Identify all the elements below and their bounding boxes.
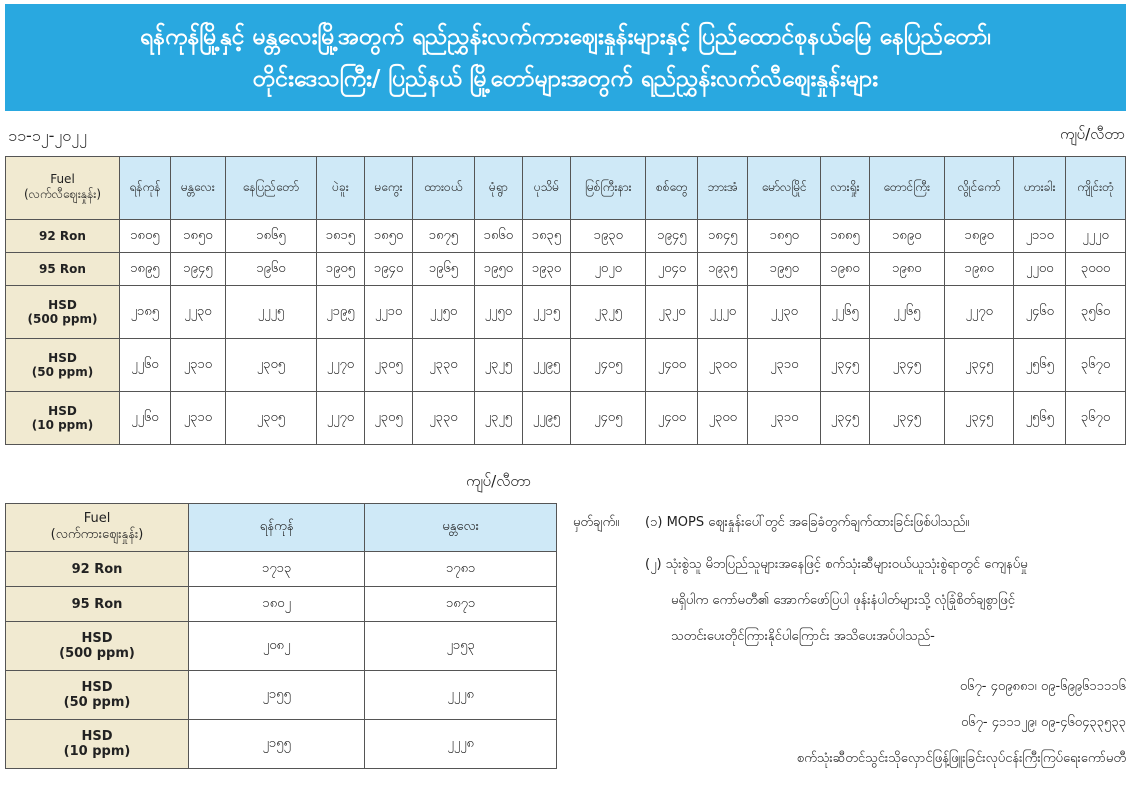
price-cell: ၂၃၄၅ xyxy=(821,339,869,392)
note-item-2-line-3: သတင်းပေးတိုင်ကြားနိုင်ပါကြောင်း အသိပေးအပ်ပါသည်- xyxy=(671,629,935,644)
table-row xyxy=(6,671,557,720)
price-cell: ၂၀၈၂ xyxy=(189,622,365,671)
price-cell: ၂၁၁၀ xyxy=(1014,220,1066,253)
note-item-2-line-2: မရှိပါက ကော်မတီ၏ အောက်ဖော်ပြပါ ဖုန်းနံပါတ်များသို့ လုံခြုံစိတ်ချစွာဖြင့် xyxy=(671,593,1015,608)
price-cell: ၂၂၁၅ xyxy=(522,286,570,339)
city-header-cell: မုံရွာ xyxy=(474,157,522,220)
price-cell: ၁၈၉၅ xyxy=(120,253,171,286)
price-cell: ၂၂၆၅ xyxy=(821,286,869,339)
price-cell: ၂၂၂၈ xyxy=(365,671,557,720)
price-cell: ၂၂၁၀ xyxy=(364,286,412,339)
table-row xyxy=(6,286,1126,339)
price-cell: ၂၁၅၅ xyxy=(189,671,365,720)
price-cell: ၁၉၆၀ xyxy=(226,253,317,286)
price-cell: ၃၅၆၀ xyxy=(1066,286,1126,339)
price-cell: ၁၈၀၅ xyxy=(120,220,171,253)
price-cell: ၁၉၃၀ xyxy=(571,220,646,253)
price-cell: ၂၃၃၀ xyxy=(413,392,475,445)
notes-label: မှတ်ချက်။ xyxy=(573,515,620,530)
price-cell: ၂၂၃၀ xyxy=(170,286,225,339)
price-cell: ၁၉၃၀ xyxy=(522,253,570,286)
price-cell: ၁၈၉၀ xyxy=(945,220,1014,253)
price-cell: ၁၉၅၀ xyxy=(748,253,821,286)
city-header-cell: ထားဝယ် xyxy=(413,157,475,220)
price-cell: ၂၀၄၀ xyxy=(646,253,698,286)
fuel-type-cell: 92 Ron xyxy=(6,552,189,587)
price-cell: ၂၃၂၅ xyxy=(474,392,522,445)
city-header-cell: ပဲခူး xyxy=(316,157,364,220)
city-header-cell: နေပြည်တော် xyxy=(226,157,317,220)
price-cell: ၂၄၀၅ xyxy=(571,339,646,392)
price-cell: ၂၃၄၅ xyxy=(869,392,944,445)
price-cell: ၂၂၅၀ xyxy=(474,286,522,339)
price-cell: ၂၂၉၅ xyxy=(522,392,570,445)
retail-price-table xyxy=(5,156,1126,445)
retail-header-row xyxy=(6,157,1126,220)
price-cell: ၃၆၇၀ xyxy=(1066,339,1126,392)
table-row xyxy=(6,392,1126,445)
city-header-cell: ပုသိမ် xyxy=(522,157,570,220)
fuel-type-cell: HSD (500 ppm) xyxy=(6,622,189,671)
price-cell: ၁၇၈၁ xyxy=(365,552,557,587)
price-cell: ၂၅၆၅ xyxy=(1014,339,1066,392)
price-cell: ၂၄၀၀ xyxy=(646,339,698,392)
price-cell: ၂၂၆၀ xyxy=(120,339,171,392)
date-label: ၁၁-၁၂-၂၀၂၂ xyxy=(8,126,87,145)
price-cell: ၂၂၂၅ xyxy=(226,286,317,339)
price-cell: ၂၃၀၅ xyxy=(226,339,317,392)
price-cell: ၂၂၂၈ xyxy=(365,720,557,769)
price-cell: ၃၆၇၀ xyxy=(1066,392,1126,445)
price-cell: ၁၉၈၀ xyxy=(869,253,944,286)
price-cell: ၁၈၆၅ xyxy=(226,220,317,253)
wholesale-price-table xyxy=(5,503,557,769)
price-cell: ၂၁၉၅ xyxy=(316,286,364,339)
price-cell: ၂၃၂၅ xyxy=(571,286,646,339)
city-header-cell: မန္တလေး xyxy=(170,157,225,220)
price-cell: ၁၈၃၅ xyxy=(522,220,570,253)
city-header-cell: မော်လမြိုင် xyxy=(748,157,821,220)
price-cell: ၂၃၄၅ xyxy=(945,339,1014,392)
price-cell: ၂၃၀၅ xyxy=(364,339,412,392)
city-header-cell: ကျိုင်းတုံ xyxy=(1066,157,1126,220)
price-cell: ၂၃၂၀ xyxy=(646,286,698,339)
price-cell: ၁၈၉၀ xyxy=(869,220,944,253)
price-cell: ၂၂၉၅ xyxy=(522,339,570,392)
note-item-1: (၁) MOPS ဈေးနှုန်းပေါ်တွင် အခြေခံတွက်ချက်ထားခြင်းဖြစ်ပါသည်။ xyxy=(645,515,970,530)
price-cell: ၁၈၅၀ xyxy=(170,220,225,253)
fuel-type-cell: 95 Ron xyxy=(6,587,189,622)
table-row xyxy=(6,220,1126,253)
phone-line-2: ၀၆၇- ၄၁၁၁၂၉၊ ၀၉-၄၆၀၄၃၃၅၃၃ xyxy=(960,715,1126,730)
price-cell: ၂၃၁၀ xyxy=(748,392,821,445)
title-banner xyxy=(5,4,1126,111)
price-cell: ၂၂၇၀ xyxy=(316,392,364,445)
price-cell: ၂၃၄၅ xyxy=(869,339,944,392)
price-cell: ၂၄၀၅ xyxy=(571,392,646,445)
table-row xyxy=(6,552,557,587)
table-row xyxy=(6,339,1126,392)
price-cell: ၁၈၅၀ xyxy=(748,220,821,253)
price-cell: ၁၇၁၃ xyxy=(189,552,365,587)
price-cell: ၂၁၅၅ xyxy=(189,720,365,769)
table-row xyxy=(6,720,557,769)
price-cell: ၁၉၄၅ xyxy=(646,220,698,253)
city-header-cell: လွိုင်ကော် xyxy=(945,157,1014,220)
price-cell: ၁၉၆၅ xyxy=(413,253,475,286)
fuel-type-cell: HSD (500 ppm) xyxy=(6,286,120,339)
price-cell: ၁၈၇၅ xyxy=(413,220,475,253)
title-line-1: ရန်ကုန်မြို့နှင့် မန္တလေးမြို့အတွက် ရည်ညွှန်းလက်ကားဈေးနှုန်းများနှင့် ပြည်ထောင်စုနယ်မြေ နေပြည်တော်၊ xyxy=(139,24,992,50)
price-cell: ၁၉၈၀ xyxy=(821,253,869,286)
price-cell: ၁၈၀၂ xyxy=(189,587,365,622)
table-row xyxy=(6,253,1126,286)
price-cell: ၂၂၆၀ xyxy=(120,392,171,445)
price-cell: ၁၉၄၀ xyxy=(364,253,412,286)
price-cell: ၂၁၅၃ xyxy=(365,622,557,671)
committee-signature: စက်သုံးဆီတင်သွင်းသိုလှောင်ဖြန့်ဖြူးခြင်းလုပ်ငန်းကြီးကြပ်ရေးကော်မတီ xyxy=(796,751,1126,766)
price-cell: ၂၂၅၀ xyxy=(413,286,475,339)
price-cell: ၁၈၄၅ xyxy=(698,220,748,253)
price-cell: ၁၉၃၅ xyxy=(698,253,748,286)
city-header-cell: ဟားခါး xyxy=(1014,157,1066,220)
price-cell: ၂၃၂၅ xyxy=(474,339,522,392)
price-cell: ၂၃၃၀ xyxy=(413,339,475,392)
price-cell: ၂၂၂၀ xyxy=(1066,220,1126,253)
price-cell: ၂၅၆၅ xyxy=(1014,392,1066,445)
price-cell: ၂၃၁၀ xyxy=(748,339,821,392)
price-cell: ၂၂၇၀ xyxy=(945,286,1014,339)
price-cell: ၂၁၈၅ xyxy=(120,286,171,339)
note-item-2-line-1: (၂) သုံးစွဲသူ မိဘပြည်သူများအနေဖြင့် စက်သုံးဆီများဝယ်ယူသုံးစွဲရာတွင် ကျေနပ်မှု xyxy=(645,557,1028,572)
price-cell: ၂၃၀၀ xyxy=(698,339,748,392)
unit-label-retail: ကျပ်/လီတာ xyxy=(1059,125,1125,143)
price-cell: ၂၀၂၀ xyxy=(571,253,646,286)
price-cell: ၁၈၁၅ xyxy=(316,220,364,253)
price-cell: ၂၃၄၅ xyxy=(945,392,1014,445)
city-header-cell: စစ်တွေ xyxy=(646,157,698,220)
price-cell: ၁၉၈၀ xyxy=(945,253,1014,286)
fuel-type-cell: HSD (10 ppm) xyxy=(6,720,189,769)
price-cell: ၁၈၆၀ xyxy=(474,220,522,253)
price-cell: ၁၈၇၁ xyxy=(365,587,557,622)
fuel-type-cell: 95 Ron xyxy=(6,253,120,286)
price-cell: ၂၃၀၅ xyxy=(226,392,317,445)
city-header-cell: ရန်ကုန် xyxy=(120,157,171,220)
city-header-cell: ရန်ကုန် xyxy=(189,504,365,552)
price-cell: ၂၃၀၅ xyxy=(364,392,412,445)
price-cell: ၂၃၁၀ xyxy=(170,339,225,392)
price-cell: ၁၉၅၀ xyxy=(474,253,522,286)
city-header-cell: ဘားအံ xyxy=(698,157,748,220)
fuel-header-cell: Fuel (လက်ကားဈေးနှုန်း) xyxy=(6,504,189,552)
price-cell: ၂၄၆၀ xyxy=(1014,286,1066,339)
price-cell: ၂၂၀၀ xyxy=(1014,253,1066,286)
fuel-header-cell: Fuel (လက်လီဈေးနှုန်း) xyxy=(6,157,120,220)
price-cell: ၁၉၄၅ xyxy=(170,253,225,286)
price-cell: ၂၂၂၀ xyxy=(698,286,748,339)
city-header-cell: မြစ်ကြီးနား xyxy=(571,157,646,220)
price-cell: ၂၃၄၅ xyxy=(821,392,869,445)
city-header-cell: မန္တလေး xyxy=(365,504,557,552)
price-cell: ၂၂၃၀ xyxy=(748,286,821,339)
city-header-cell: မကွေး xyxy=(364,157,412,220)
title-line-2: တိုင်းဒေသကြီး/ ပြည်နယ် မြို့တော်များအတွက် ရည်ညွှန်းလက်လီဈေးနှုန်းများ xyxy=(252,66,879,92)
fuel-type-cell: HSD (50 ppm) xyxy=(6,339,120,392)
price-cell: ၃၀၀၀ xyxy=(1066,253,1126,286)
fuel-type-cell: HSD (50 ppm) xyxy=(6,671,189,720)
fuel-type-cell: 92 Ron xyxy=(6,220,120,253)
price-cell: ၂၂၇၀ xyxy=(316,339,364,392)
table-row xyxy=(6,622,557,671)
table-row xyxy=(6,587,557,622)
price-cell: ၂၂၆၅ xyxy=(869,286,944,339)
city-header-cell: တောင်ကြီး xyxy=(869,157,944,220)
price-cell: ၁၈၅၀ xyxy=(364,220,412,253)
price-cell: ၁၈၈၅ xyxy=(821,220,869,253)
fuel-type-cell: HSD (10 ppm) xyxy=(6,392,120,445)
price-cell: ၁၉၀၅ xyxy=(316,253,364,286)
price-cell: ၂၄၀၀ xyxy=(646,392,698,445)
city-header-cell: လားရှိုး xyxy=(821,157,869,220)
price-cell: ၂၃၀၀ xyxy=(698,392,748,445)
price-cell: ၂၃၁၀ xyxy=(170,392,225,445)
unit-label-wholesale: ကျပ်/လီတာ xyxy=(466,472,532,490)
wholesale-header-row xyxy=(6,504,557,552)
phone-line-1: ၀၆၇- ၄၀၉၈၈၁၊ ၀၉-၆၉၉၆၁၁၁၁၆ xyxy=(959,679,1126,694)
